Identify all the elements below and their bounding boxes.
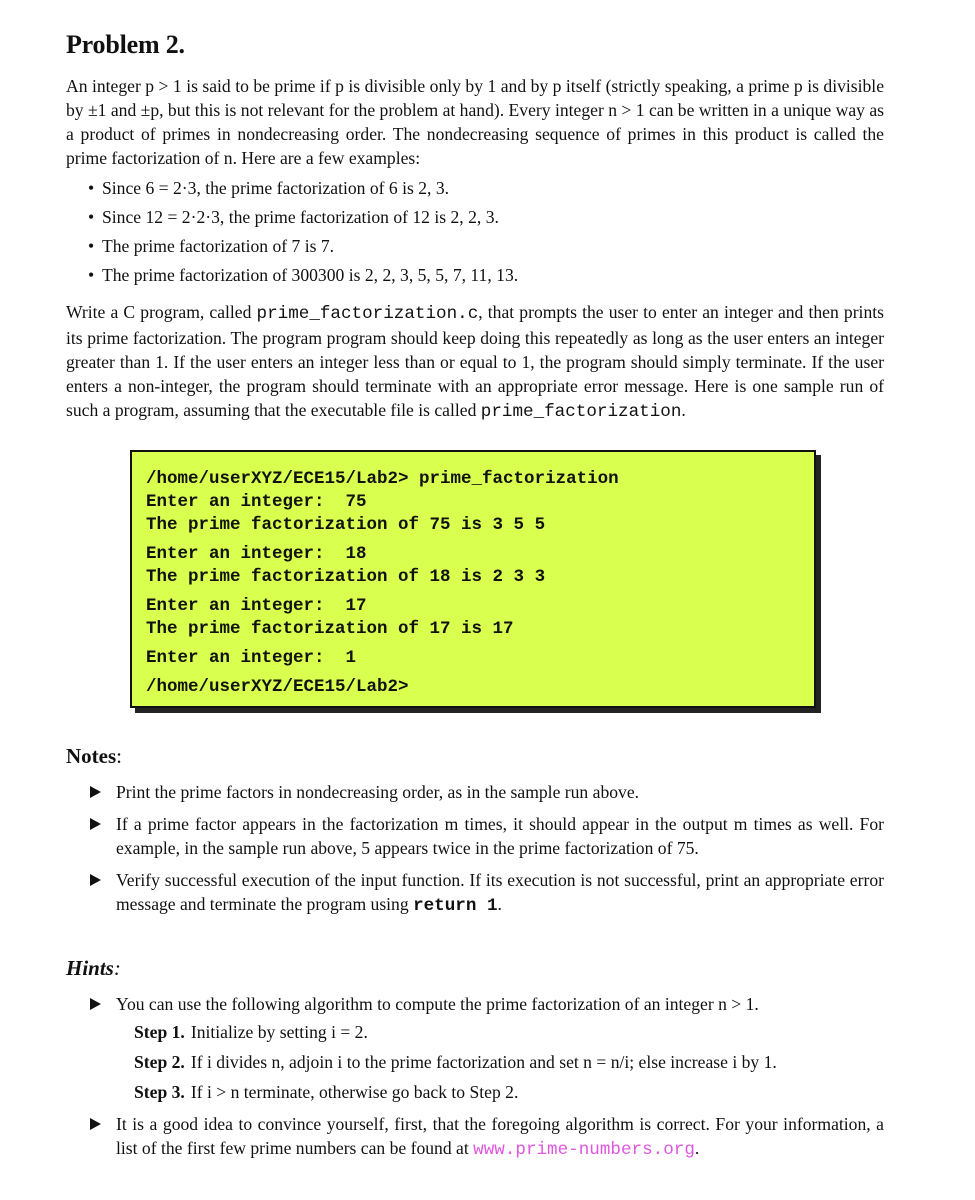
terminal-line: Enter an integer: 1 [146, 648, 357, 668]
algorithm-step: Step 3. If i > n terminate, otherwise go back to Step 2. [134, 1082, 519, 1102]
hint-item: It is a good idea to convince yourself, first, that the foregoing algorithm is correct. For your information, a list of the first few prime numbers can be found at www.prime-numbers.org. [116, 1112, 884, 1162]
document-page [66, 28, 884, 1170]
task-text: Write a C program, called [66, 302, 257, 322]
note-item: If a prime factor appears in the factorization m times, it should appear in the output m times as well. For example, in the sample run above, 5 appears twice in the prime factorization of 75. [116, 812, 884, 860]
example-item: • Since 6 = 2·3, the prime factorization of 6 is 2, 3. [102, 174, 884, 203]
task-paragraph: Write a C program, called prime_factorization.c, that prompts the user to enter an integer and then prints its prime factorization. The program program should keep doing this repeatedly as long as the user enters an integer greater than 1. If the user enters an integer less than or equal to 1, the program should simply terminate. If the user enters a non-integer, the program should terminate with an appropriate error message. Here is one sample run of such a program, assuming that the executable file is called prime_factorization. [66, 302, 884, 422]
arrow-bullet-icon [90, 1118, 101, 1130]
terminal-line: /home/userXYZ/ECE15/Lab2> prime_factorization [146, 469, 619, 489]
arrow-bullet-icon [90, 874, 101, 886]
terminal-line: The prime factorization of 17 is 17 [146, 619, 514, 639]
hint-item: You can use the following algorithm to compute the prime factorization of an integer n > 1. Step 1. Initialize by setting i = 2. Step 2. If i divides n, adjoin i to the prime factorization and set n = n/i; else increase i by 1. Step 3. If i > n terminate, otherwise go back to Step 2. [116, 992, 884, 1104]
terminal-line: /home/userXYZ/ECE15/Lab2> [146, 677, 409, 697]
source-filename: prime_factorization.c [256, 304, 479, 324]
notes-list [66, 780, 884, 918]
return-code: return 1 [413, 896, 498, 916]
examples-list [66, 174, 884, 290]
notes-heading: Notes: [66, 744, 122, 768]
hints-heading: Hints: [66, 956, 121, 980]
prime-numbers-link[interactable]: www.prime-numbers.org [473, 1140, 695, 1160]
terminal-line: The prime factorization of 75 is 3 5 5 [146, 515, 546, 535]
terminal-line: Enter an integer: 17 [146, 596, 367, 616]
terminal-line: Enter an integer: 18 [146, 544, 367, 564]
example-item: • Since 12 = 2·2·3, the prime factorization of 12 is 2, 2, 3. [102, 203, 884, 232]
sample-run-terminal [130, 450, 816, 708]
note-item: Print the prime factors in nondecreasing order, as in the sample run above. [116, 780, 884, 804]
arrow-bullet-icon [90, 818, 101, 830]
arrow-bullet-icon [90, 998, 101, 1010]
intro-paragraph: An integer p > 1 is said to be prime if p is divisible only by 1 and by p itself (strictly speaking, a prime p is divisible by ±1 and ±p, but this is not relevant for the problem at hand). Every integer n > 1 can be written in a unique way as a product of primes in nondecreasing order. The nondecreasing sequence of primes in this product is called the prime factorization of n. Here are a few examples: [66, 76, 884, 168]
example-item: • The prime factorization of 300300 is 2, 2, 3, 5, 5, 7, 11, 13. [102, 261, 884, 290]
task-text: , that prompts the user to enter an integer and then prints its prime factorization. The program program should keep doing this repeatedly as long as the user enters an integer greater than 1. If the user enters an integer less than or equal to 1, the program should simply terminate. If the user enters a non-integer, the program should terminate with an appropriate error message. Here is one sample run of such a program, assuming that the executable file is called [66, 302, 884, 420]
algorithm-step: Step 1. Initialize by setting i = 2. [134, 1022, 368, 1042]
arrow-bullet-icon [90, 786, 101, 798]
note-item: Verify successful execution of the input function. If its execution is not successful, print an appropriate error message and terminate the program using return 1. [116, 868, 884, 918]
algorithm-steps [134, 1020, 884, 1104]
problem-title: Problem 2. [66, 30, 185, 59]
terminal-line: The prime factorization of 18 is 2 3 3 [146, 567, 546, 587]
example-item: • The prime factorization of 7 is 7. [102, 232, 884, 261]
hints-list [66, 992, 884, 1162]
terminal-line: Enter an integer: 75 [146, 492, 367, 512]
executable-name: prime_factorization [480, 402, 682, 422]
algorithm-step: Step 2. If i divides n, adjoin i to the prime factorization and set n = n/i; else increase i by 1. [134, 1052, 777, 1072]
